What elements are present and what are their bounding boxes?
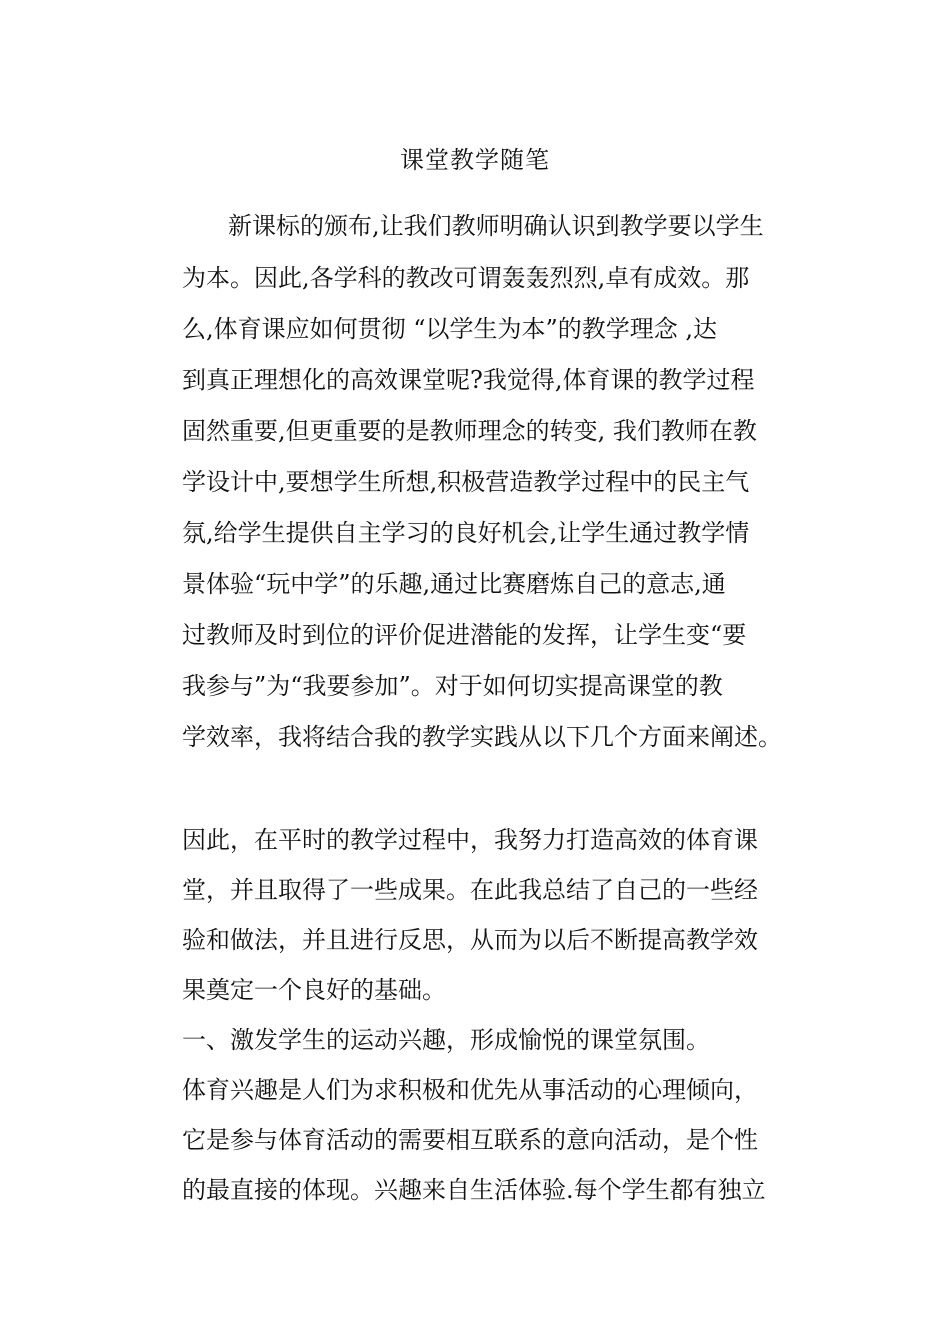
- paragraph-1-line-8: 景体验“玩中学”的乐趣,通过比赛磨炼自己的意志,通: [182, 570, 726, 598]
- paragraph-1-line-10: 我参与”为“我要参加”。对于如何切实提高课堂的教: [182, 672, 723, 700]
- paragraph-1-line-1: 新课标的颁布,让我们教师明确认识到教学要以学生: [228, 212, 764, 240]
- paragraph-2-line-2: 堂，并且取得了一些成果。在此我总结了自己的一些经: [182, 876, 758, 904]
- paragraph-2-line-4: 果奠定一个良好的基础。: [182, 976, 446, 1004]
- paragraph-3-line-1: 体育兴趣是人们为求积极和优先从事活动的心理倾向，: [182, 1076, 758, 1104]
- paragraph-1-line-5: 固然重要,但更重要的是教师理念的转变, 我们教师在教: [182, 417, 757, 445]
- document-title: 课堂教学随笔: [400, 146, 550, 174]
- paragraph-1-line-9: 过教师及时到位的评价促进潜能的发挥，让学生变“要: [182, 621, 747, 649]
- paragraph-2-line-3: 验和做法，并且进行反思，从而为以后不断提高教学效: [182, 926, 758, 954]
- paragraph-1-line-2: 为本。因此,各学科的教改可谓轰轰烈烈,卓有成效。那: [182, 264, 750, 292]
- paragraph-1-line-3: 么,体育课应如何贯彻 “以学生为本”的教学理念 ,达: [182, 315, 718, 343]
- paragraph-1-line-6: 学设计中,要想学生所想,积极营造教学过程中的民主气: [182, 468, 750, 496]
- paragraph-1-line-11: 学效率，我将结合我的教学实践从以下几个方面来阐述。: [182, 723, 782, 751]
- paragraph-1-line-4: 到真正理想化的高效课堂呢?我觉得,体育课的教学过程: [182, 366, 755, 394]
- paragraph-1-line-7: 氛,给学生提供自主学习的良好机会,让学生通过教学情: [182, 519, 750, 547]
- paragraph-3-line-2: 它是参与体育活动的需要相互联系的意向活动，是个性: [182, 1126, 758, 1154]
- paragraph-3-line-3: 的最直接的体现。兴趣来自生活体验.每个学生都有独立: [182, 1176, 766, 1204]
- paragraph-2-line-1: 因此，在平时的教学过程中，我努力打造高效的体育课: [182, 826, 758, 854]
- section-heading: 一、激发学生的运动兴趣，形成愉悦的课堂氛围。: [182, 1026, 710, 1054]
